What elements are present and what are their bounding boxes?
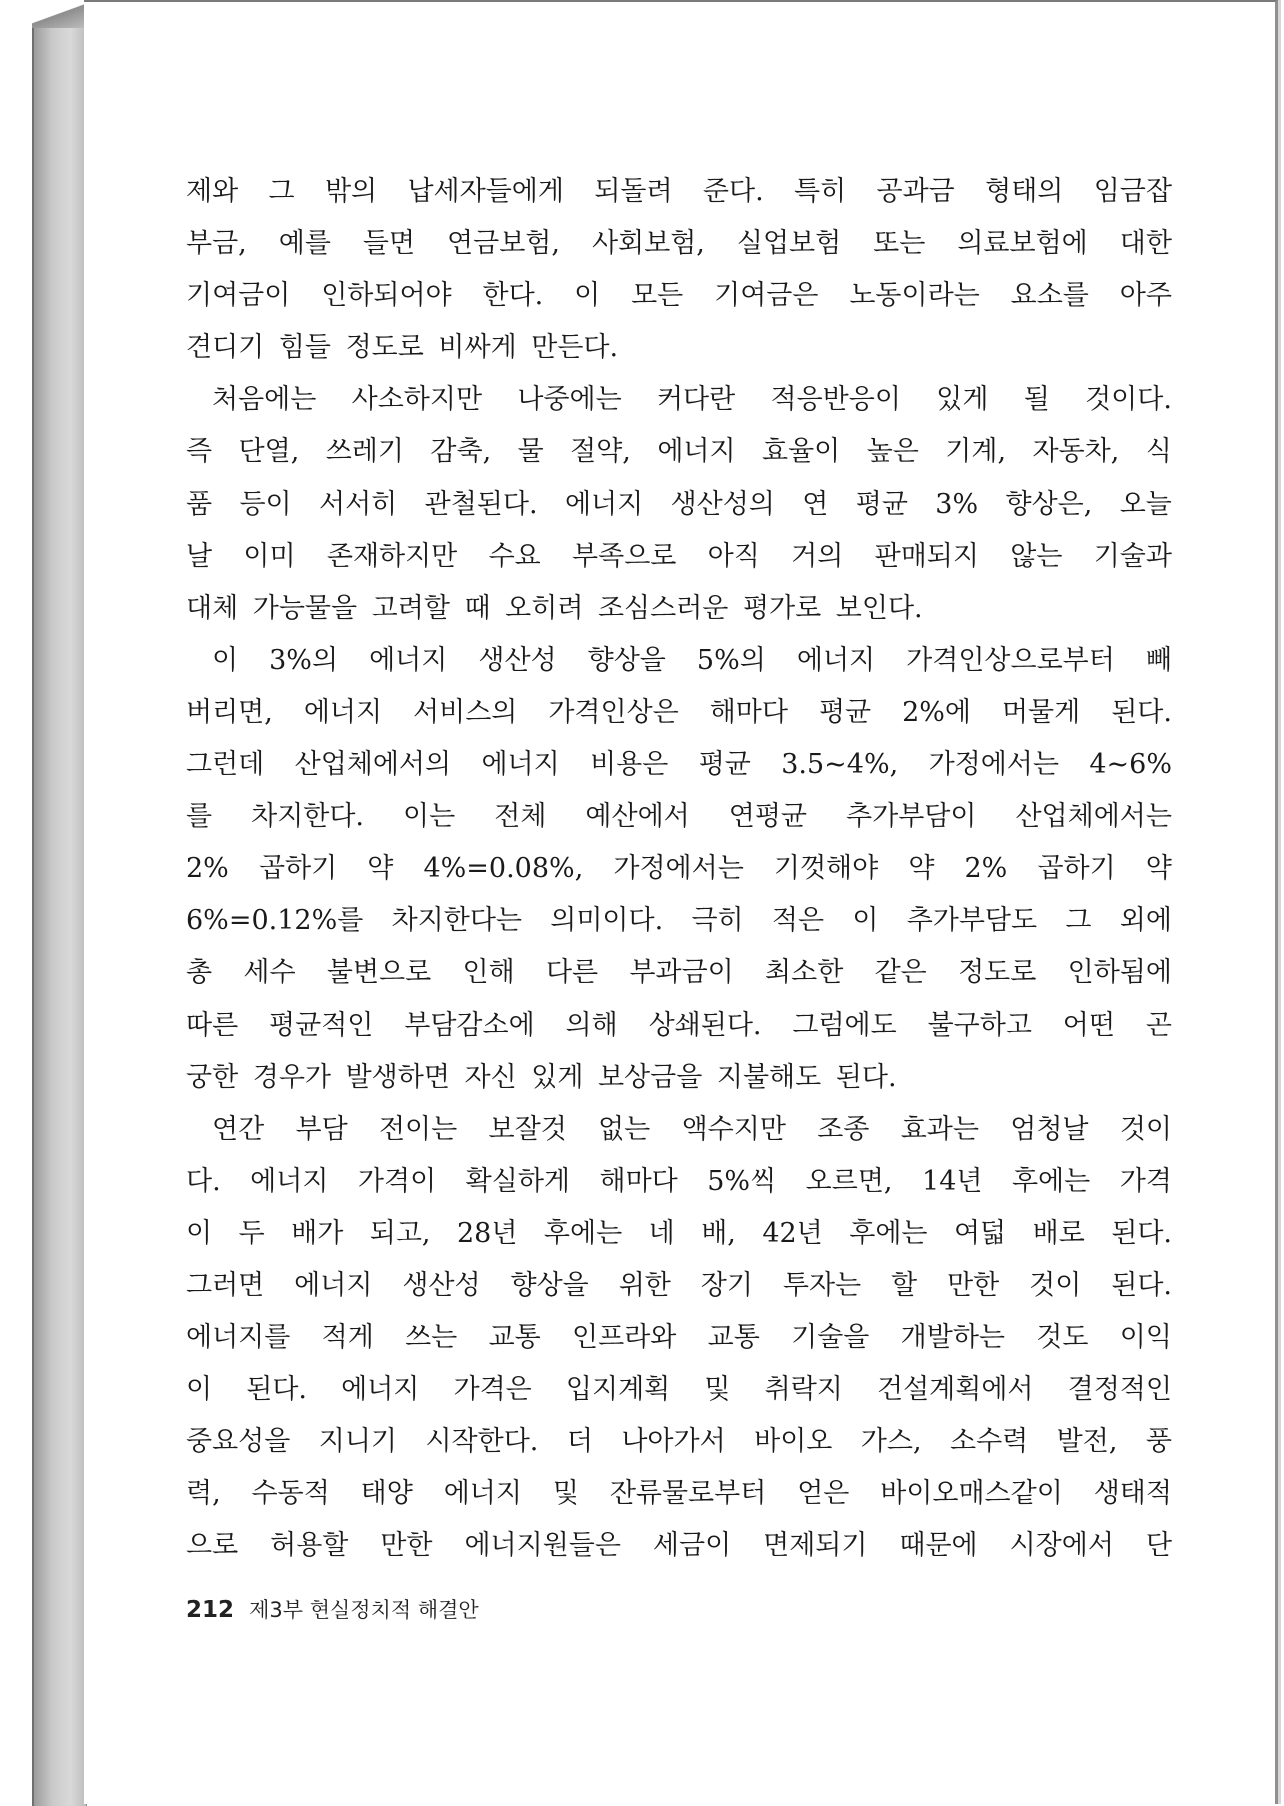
paragraph (186, 1104, 1172, 1573)
text-line: 부금, 예를 들면 연금보험, 사회보험, 실업보험 또는 의료보험에 대한 (186, 228, 1172, 260)
text-line: 력, 수동적 태양 에너지 및 잔류물로부터 얻은 바이오매스같이 생태적 (186, 1478, 1172, 1510)
book-top-edge (32, 0, 86, 28)
text-line: 품 등이 서서히 관철된다. 에너지 생산성의 연 평균 3% 향상은, 오늘 (186, 488, 1172, 520)
paragraph (186, 635, 1172, 1104)
text-line: 중요성을 지니기 시작한다. 더 나아가서 바이오 가스, 소수력 발전, 풍 (186, 1426, 1172, 1458)
text-line: 총 세수 불변으로 인해 다른 부과금이 최소한 같은 정도로 인하됨에 (186, 957, 1172, 989)
page-footer (186, 1594, 479, 1624)
text-line: 궁한 경우가 발생하면 자신 있게 보상금을 지불해도 된다. (186, 1061, 897, 1093)
text-line: 이 된다. 에너지 가격은 입지계획 및 취락지 건설계획에서 결정적인 (186, 1374, 1172, 1406)
running-head: 제3부 현실정치적 해결안 (249, 1598, 479, 1622)
text-line: 제와 그 밖의 납세자들에게 되돌려 준다. 특히 공과금 형태의 임금잡 (186, 176, 1172, 207)
paragraph (186, 374, 1172, 634)
text-line: 그러면 에너지 생산성 향상을 위한 장기 투자는 할 만한 것이 된다. (186, 1269, 1172, 1301)
text-line: 기여금이 인하되어야 한다. 이 모든 기여금은 노동이라는 요소를 아주 (186, 280, 1172, 312)
text-line: 다. 에너지 가격이 확실하게 해마다 5%씩 오르면, 14년 후에는 가격 (186, 1165, 1172, 1197)
text-line: 처음에는 사소하지만 나중에는 커다란 적응반응이 있게 될 것이다. (212, 384, 1172, 416)
text-line: 2% 곱하기 약 4%=0.08%, 가정에서는 기껏해야 약 2% 곱하기 약 (186, 853, 1172, 885)
text-line: 날 이미 존재하지만 수요 부족으로 아직 거의 판매되지 않는 기술과 (186, 540, 1172, 572)
book-spine (32, 26, 87, 1806)
text-line: 6%=0.12%를 차지한다는 의미이다. 극히 적은 이 추가부담도 그 외에 (186, 905, 1172, 937)
paragraph (186, 166, 1172, 374)
text-line: 를 차지한다. 이는 전체 예산에서 연평균 추가부담이 산업체에서는 (186, 801, 1172, 833)
text-line: 이 3%의 에너지 생산성 향상을 5%의 에너지 가격인상으로부터 빼 (212, 644, 1172, 676)
text-line: 연간 부담 전이는 보잘것 없는 액수지만 조종 효과는 엄청날 것이 (212, 1113, 1172, 1145)
text-line: 그런데 산업체에서의 에너지 비용은 평균 3.5~4%, 가정에서는 4~6% (186, 749, 1172, 781)
body-text (186, 166, 1172, 1573)
text-line: 즉 단열, 쓰레기 감축, 물 절약, 에너지 효율이 높은 기계, 자동차, 식 (186, 436, 1172, 468)
text-line: 으로 허용할 만한 에너지원들은 세금이 면제되기 때문에 시장에서 단 (186, 1530, 1172, 1562)
text-line: 이 두 배가 되고, 28년 후에는 네 배, 42년 후에는 여덟 배로 된다. (186, 1217, 1172, 1249)
text-line: 대체 가능물을 고려할 때 오히려 조심스러운 평가로 보인다. (186, 592, 923, 624)
page-number: 212 (186, 1597, 235, 1623)
text-line: 에너지를 적게 쓰는 교통 인프라와 교통 기술을 개발하는 것도 이익 (186, 1322, 1172, 1354)
text-line: 견디기 힘들 정도로 비싸게 만든다. (186, 332, 619, 364)
text-line: 버리면, 에너지 서비스의 가격인상은 해마다 평균 2%에 머물게 된다. (186, 696, 1172, 728)
text-line: 따른 평균적인 부담감소에 의해 상쇄된다. 그럼에도 불구하고 어떤 곤 (186, 1009, 1172, 1041)
